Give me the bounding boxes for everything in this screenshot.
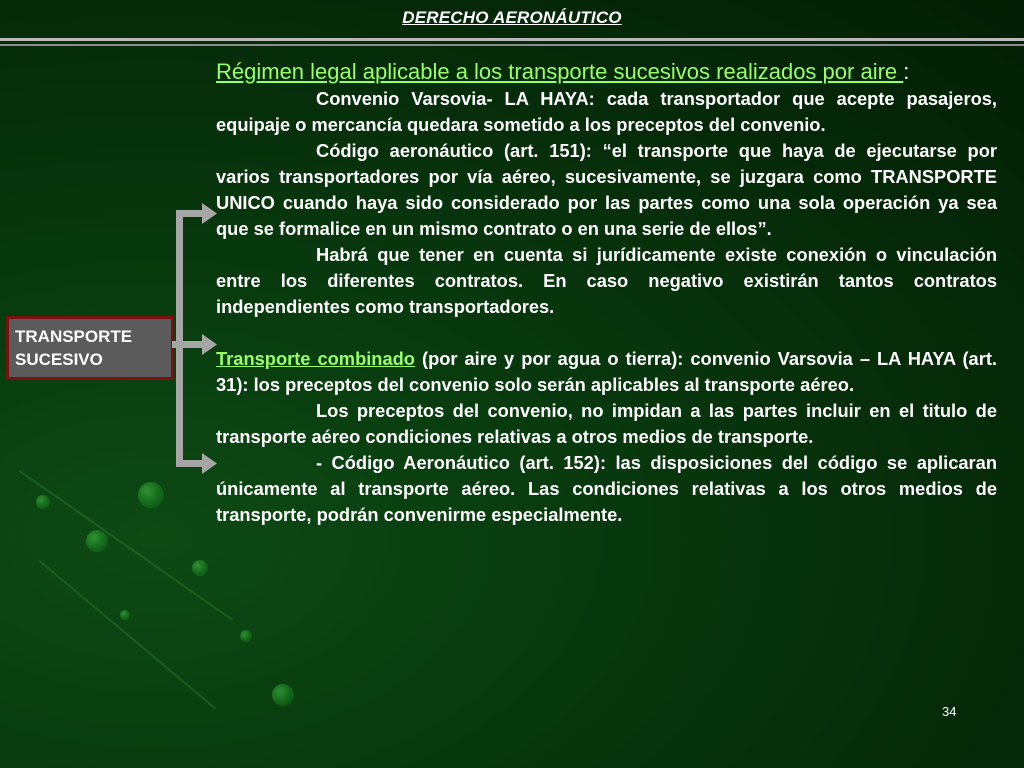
bracket-arrow-stem-middle [172, 341, 204, 348]
label-line-1: TRANSPORTE [15, 327, 133, 346]
transporte-sucesivo-label [6, 316, 174, 380]
decorative-curve-line [19, 470, 233, 621]
decorative-bubble [138, 482, 164, 508]
paragraph-text: - Código Aeronáutico (art. 152): las disposiciones del código se aplicaran únicamente al transporte aéreo. Las condiciones relativas a los otros medios de transporte, podrán convenirme especialmente. [216, 452, 997, 525]
bracket-connector [172, 200, 222, 480]
paragraph-conexion-contratos [216, 242, 997, 320]
bracket-arrowhead-bottom [202, 453, 217, 474]
decorative-bubble [36, 495, 50, 509]
bracket-arrowhead-middle [202, 334, 217, 355]
paragraph-codigo-aeronautico-152 [216, 450, 997, 528]
paragraph-text: Los preceptos del convenio, no impidan a las partes incluir en el titulo de transporte aéreo condiciones relativas a otros medios de transporte. [216, 400, 997, 447]
page-number: 34 [942, 704, 957, 719]
bracket-arrow-stem-top [176, 210, 204, 217]
transporte-combinado-term: Transporte combinado [216, 348, 415, 369]
header-divider-secondary [0, 44, 1024, 46]
label-box-inner [9, 319, 171, 377]
paragraph-text: Convenio Varsovia- LA HAYA: cada transportador que acepte pasajeros, equipaje o mercancía quedara sometido a los preceptos del convenio. [216, 88, 997, 135]
bracket-arrow-stem-bottom [176, 460, 204, 467]
section-heading [216, 58, 997, 86]
paragraph-preceptos-convenio [216, 398, 997, 450]
decorative-bubble [240, 630, 252, 642]
header-divider [0, 38, 1024, 41]
paragraph-text: Código aeronáutico (art. 151): “el transporte que haya de ejecutarse por varios transportadores por vía aéreo, sucesivamente, se juzgara como TRANSPORTE UNICO cuando haya sido considerado por las partes como una sola operación ya sea que se formalice en un mismo contrato o en una serie de ellos”. [216, 140, 997, 239]
paragraph-gap [216, 320, 997, 346]
paragraph-transporte-combinado [216, 346, 997, 398]
decorative-bubble [272, 684, 294, 706]
section-heading-colon: : [903, 59, 910, 84]
paragraph-convenio-varsovia [216, 86, 997, 138]
main-content [216, 58, 997, 528]
paragraph-codigo-aeronautico-151 [216, 138, 997, 242]
paragraph-text: (por aire y por agua o tierra): convenio Varsovia – LA HAYA (art. 31): los preceptos del convenio solo serán aplicables al transporte aéreo. [216, 348, 997, 395]
bracket-arrowhead-top [202, 203, 217, 224]
decorative-bubble [86, 530, 108, 552]
label-line-2: SUCESIVO [15, 350, 103, 369]
decorative-bubble [120, 610, 130, 620]
decorative-curve-line [39, 560, 216, 709]
bracket-vertical-bar [176, 212, 183, 467]
header-title: DERECHO AERONÁUTICO [402, 8, 622, 27]
paragraph-text: Habrá que tener en cuenta si jurídicamente existe conexión o vinculación entre los diferentes contratos. En caso negativo existirán tantos contratos independientes como transportadores. [216, 244, 997, 317]
section-heading-text: Régimen legal aplicable a los transporte sucesivos realizados por aire [216, 59, 904, 84]
decorative-bubble [192, 560, 208, 576]
